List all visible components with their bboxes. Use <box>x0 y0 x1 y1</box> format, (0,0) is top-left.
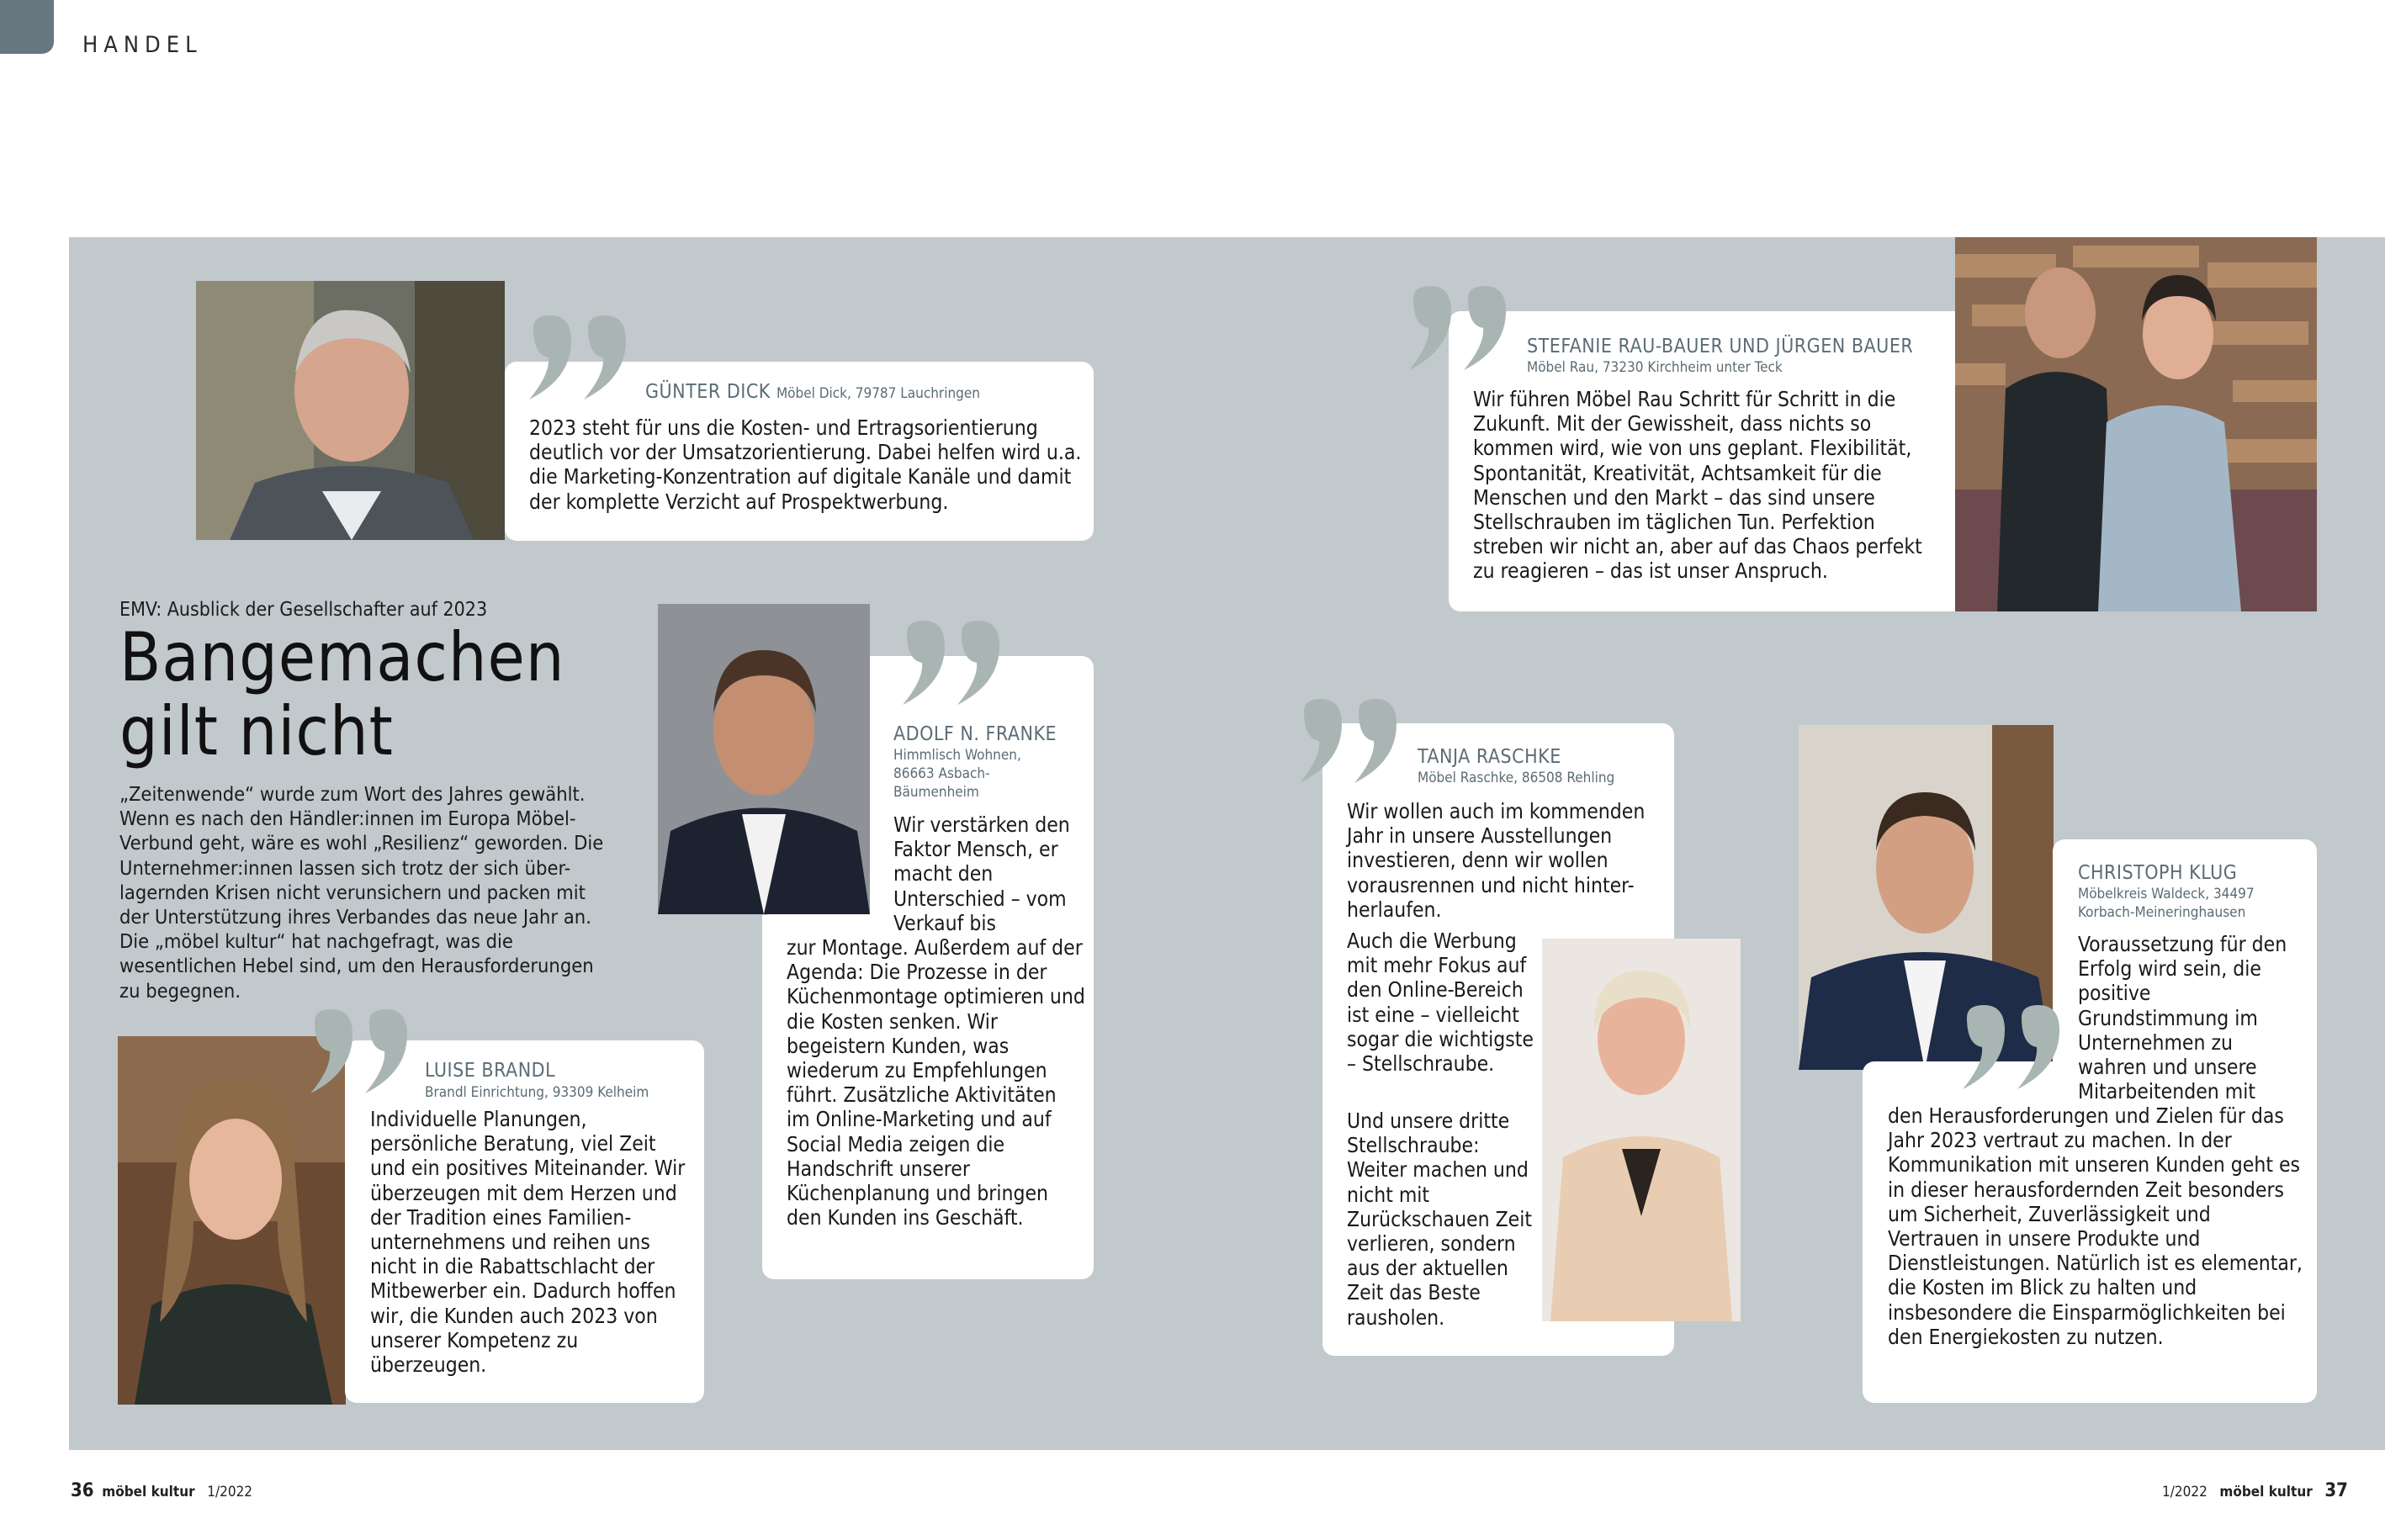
quote-mark-icon <box>1958 1001 2068 1093</box>
quote-text: Wir führen Möbel Rau Schritt für Schritt in die Zukunft. Mit der Gewissheit, dass nichts so kommen wird, wie von uns geplant. Flexibilität, Spontanität, Kreativität, Achtsamkeit für die Menschen und den Markt – das sind unsere Stellschrauben im täglichen Tun. Perfektion streben wir nicht an, aber auf das Chaos perfekt zu reagieren – das ist unser Anspruch. <box>1473 387 1922 584</box>
quote-text: zur Montage. Außerdem auf der Agenda: Die Prozesse in der Küchenmontage optimieren und die Kosten senken. Wir begeistern Kunden, was wiederum zu Empfehlungen führt. Zusätzliche Aktivitäten im Online-Marketing und auf Social Media zeigen die Handschrift unserer Küchenplanung und bringen den Kunden ins Geschäft. <box>787 935 1085 1230</box>
speaker-name: CHRISTOPH KLUG <box>2078 862 2238 884</box>
quote-text: den Herausforderungen und Zielen für das Jahr 2023 vertraut zu machen. In der Kommunikation mit unseren Kunden geht es in dieser herausfordernden Zeit besonders um Sicherheit, Zuverlässigkeit und Vertrauen in unsere Produkte und Dienstleistungen. Natürlich ist es elementar, die Kosten im Blick zu halten und insbesondere die Einsparmöglichkeiten bei den Energiekosten zu nutzen. <box>1888 1103 2303 1349</box>
quote-text: Wir wollen auch im kommenden Jahr in unsere Ausstellungen investieren, denn wir wollen vorausrennen und nicht hinter-herlaufen. <box>1347 799 1646 922</box>
speaker-name: STEFANIE RAU-BAUER UND JÜRGEN BAUER <box>1527 336 1914 357</box>
article-intro: „Zeitenwende“ wurde zum Wort des Jahres gewählt. Wenn es nach den Händler:innen im Europa Möbel-Verbund geht, wäre es wohl „Resilienz“ geworden. Die Unternehmer:innen lassen sich trotz der sich über-lagernden Krisen nicht verunsichern und packen mit der Unterstützung ihres Verbandes das neue Jahr an. Die „möbel kultur“ hat nachgefragt, was die wesentlichen Hebel sind, um den Herausforderungen zu begegnen. <box>119 782 604 1003</box>
footer-issue: 1/2022 <box>2162 1484 2207 1500</box>
speaker-company: Brandl Einrichtung, 93309 Kelheim <box>425 1084 649 1101</box>
quote-text: Individuelle Planungen, persönliche Beratung, viel Zeit und ein positives Miteinander. Wir überzeugen mit dem Herzen und der Tradition eines Familien-unternehmens und reihen uns nicht in die Rabattschlacht der Mitbewerber ein. Dadurch hoffen wir, die Kunden auch 2023 von unserer Kompetenz zu überzeugen. <box>370 1107 686 1378</box>
footer-left <box>71 1480 252 1501</box>
corner-tab <box>0 0 54 54</box>
speaker-company: Möbelkreis Waldeck, 34497 Korbach-Meineringhausen <box>2078 886 2255 921</box>
quote-mark-icon <box>1296 695 1405 787</box>
portrait-rau-bauer <box>1955 237 2317 611</box>
quote-text: Und unsere dritte Stellschraube: Weiter machen und nicht mit Zurückschauen Zeit verlieren, sondern aus der aktuellen Zeit das Beste rausholen. <box>1347 1109 1532 1330</box>
quote-text: Voraussetzung für den Erfolg wird sein, die positive Grundstimmung im Unternehmen zu wahren und unsere Mitarbeitenden mit <box>2078 932 2287 1104</box>
speaker-name: TANJA RASCHKE <box>1418 746 1561 768</box>
speaker-name: ADOLF N. FRANKE <box>893 723 1057 745</box>
quote-mark-icon <box>1405 282 1514 374</box>
portrait-guenter-dick <box>196 281 505 540</box>
speaker-company: Himmlisch Wohnen, 86663 Asbach- Bäumenheim <box>893 747 1021 801</box>
portrait-adolf-franke-front <box>658 604 870 914</box>
quote-text: Wir verstärken den Faktor Mensch, er macht den Unterschied – vom Verkauf bis <box>893 812 1070 935</box>
quote-mark-icon <box>898 617 1008 709</box>
portrait-tanja-raschke <box>1542 939 1741 1321</box>
page-number: 37 <box>2324 1480 2348 1501</box>
quote-text: Auch die Werbung mit mehr Fokus auf den Online-Bereich ist eine – vielleicht sogar die wichtigste – Stellschraube. <box>1347 929 1534 1077</box>
speaker-name: LUISE BRANDL <box>425 1060 556 1082</box>
quote-text: 2023 steht für uns die Kosten- und Ertragsorientierung deutlich vor der Umsatzorientierung. Dabei helfen wird u.a. die Marketing-Konzentration auf digitale Kanäle und damit der komplette Verzicht auf Prospektwerbung. <box>529 415 1082 514</box>
speaker-company: Möbel Rau, 73230 Kirchheim unter Teck <box>1527 359 1783 376</box>
quote-mark-icon <box>525 311 634 404</box>
speaker-name: GÜNTER DICK Möbel Dick, 79787 Lauchringen <box>645 381 980 403</box>
article-headline: Bangemachen gilt nicht <box>119 618 565 770</box>
speaker-company: Möbel Raschke, 86508 Rehling <box>1418 770 1615 786</box>
section-label: HANDEL <box>82 32 203 58</box>
page-number: 36 <box>71 1480 94 1501</box>
footer-right <box>2162 1480 2348 1501</box>
quote-mark-icon <box>306 1005 416 1098</box>
article-kicker: EMV: Ausblick der Gesellschafter auf 2023 <box>119 599 488 621</box>
footer-brand: möbel kultur <box>2219 1484 2313 1500</box>
footer-issue: 1/2022 <box>207 1484 253 1500</box>
footer-brand: möbel kultur <box>102 1484 195 1500</box>
